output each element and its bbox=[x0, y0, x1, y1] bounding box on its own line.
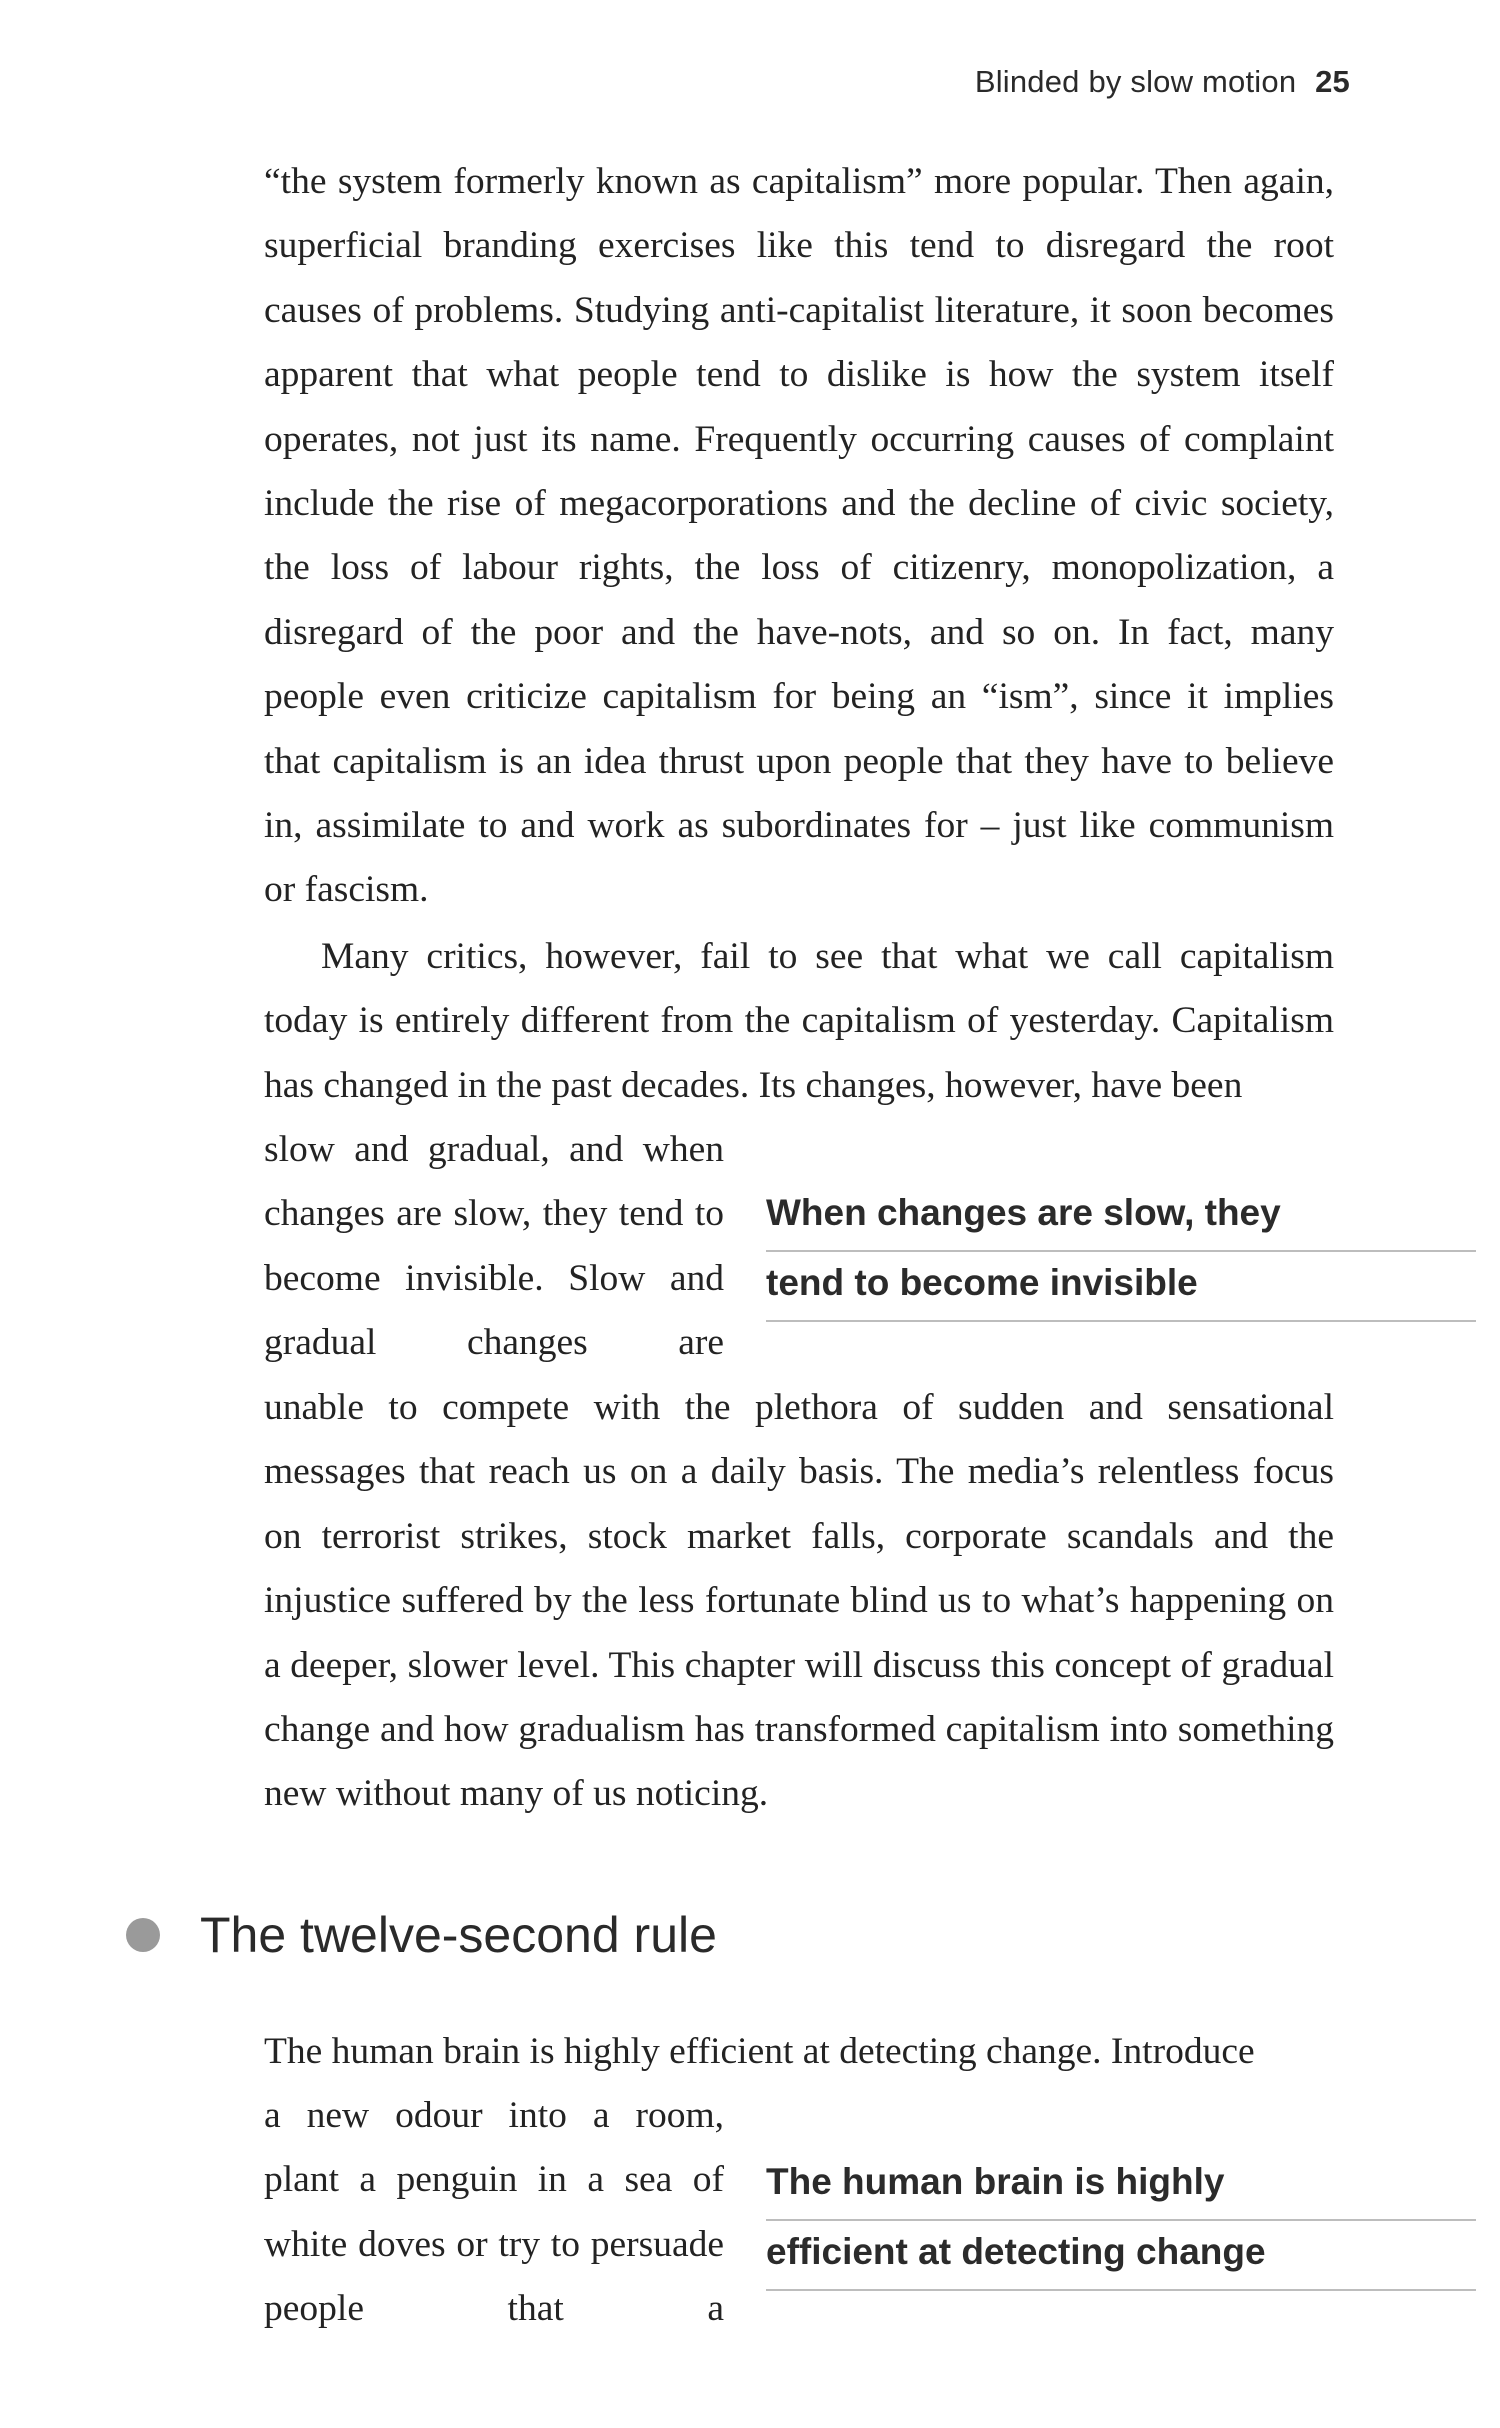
paragraph-1: “the system formerly known as capitalism” more popular. Then again, superficial branding exercises like this tend to disregard the root causes of problems. Studying anti-capitalist literature, it soon becomes apparent that what people tend to dislike is how the system itself operates, not just its name. Frequently occurring causes of complaint include the rise of megacorporations and the decline of civic society, the loss of labour rights, the loss of citizenry, monopolization, a disregard of the poor and the have-nots, and so on. In fact, many people even criticize capitalism for being an “ism”, since it implies that capitalism is an idea thrust upon people that they have to believe in, assimilate to and work as subordinates for – just like communism or fascism. bbox=[264, 161, 1334, 911]
running-head bbox=[975, 64, 1350, 100]
paragraph-3-opening: The human brain is highly efficient at detecting change. Introduce bbox=[264, 2031, 1255, 2072]
pullquote-line: efficient at detecting change bbox=[766, 2221, 1476, 2291]
section-title: The twelve-second rule bbox=[200, 1907, 717, 1963]
paragraph-2-opening: Many critics, however, fail to see that what we call capitalism today is entirely different from the capitalism of yesterday. Capitalism has changed in the past decades. Its changes, however, have been bbox=[264, 936, 1334, 1106]
pullquote-brain-detecting-change bbox=[766, 2151, 1476, 2291]
paragraph-2-continued: unable to compete with the plethora of sudden and sensational messages that reach us on a daily basis. The media’s relentless focus on terrorist strikes, stock market falls, corporate scandals and the injustice suffered by the less fortunate blind us to what’s happening on a deeper, slower level. This chapter will discuss this concept of gradual change and how gradualism has transformed capitalism into something new without many of us noticing. bbox=[264, 1387, 1334, 1815]
pullquote-line: When changes are slow, they bbox=[766, 1182, 1476, 1252]
running-head-title: Blinded by slow motion bbox=[974, 64, 1297, 99]
pullquote-line: tend to become invisible bbox=[766, 1252, 1476, 1322]
paragraph-2-wrapped: slow and gradual, and when changes are slow, they tend to become invisible. Slow and gradual changes are bbox=[264, 1129, 724, 1364]
paragraph-3-wrapped: a new odour into a room, plant a penguin in a sea of white doves or try to persuade people that a bbox=[264, 2095, 724, 2330]
pullquote-line: The human brain is highly bbox=[766, 2151, 1476, 2221]
section-bullet-icon bbox=[126, 1918, 160, 1952]
pullquote-changes-invisible bbox=[766, 1182, 1476, 1322]
page-number: 25 bbox=[1315, 64, 1350, 99]
section-heading bbox=[126, 1906, 717, 1964]
